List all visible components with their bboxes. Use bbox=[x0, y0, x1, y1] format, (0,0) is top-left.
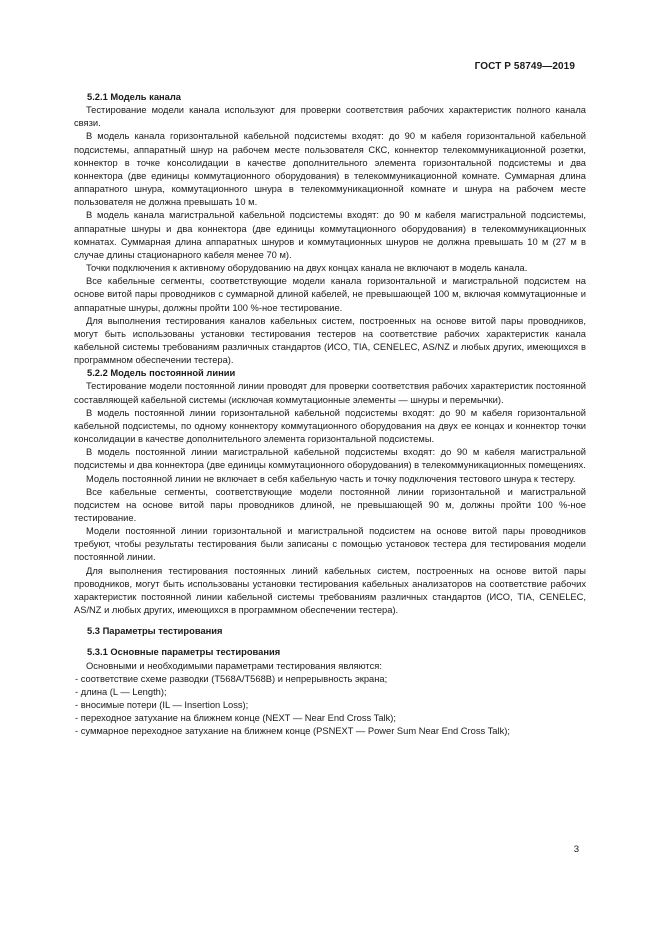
paragraph: Тестирование модели постоянной линии проводят для проверки соответствия рабочих характеристик постоянной составляющей кабельной системы (исключая коммутационные элементы — шнуры и перемычки). bbox=[74, 381, 586, 405]
paragraph: Основными и необходимыми параметрами тестирования являются: bbox=[86, 660, 382, 671]
paragraph: Точки подключения к активному оборудованию на двух концах канала не включают в модель канала. bbox=[86, 263, 528, 274]
paragraph: В модель постоянной линии магистральной кабельной подсистемы входят: до 90 м кабеля магистральной подсистемы и два коннектора (две единицы коммутационного оборудования) в телекоммуникационных помещениях. bbox=[74, 447, 586, 471]
paragraph: Тестирование модели канала используют для проверки соответствия рабочих характеристик полного канала связи. bbox=[74, 105, 586, 129]
parameter-list bbox=[74, 673, 586, 739]
section-5-2-1 bbox=[74, 91, 586, 367]
list-item: - соответствие схеме разводки (T568A/T568B) и непрерывность экрана; bbox=[74, 673, 586, 686]
list-item: - длина (L — Length); bbox=[74, 686, 586, 699]
section-heading: 5.3.1 Основные параметры тестирования bbox=[87, 647, 281, 658]
paragraph: Модели постоянной линии горизонтальной и магистральной подсистем на основе витой пары проводников требуют, чтобы результаты тестирования были записаны с помощью установок тестера для тестирования модели постоянной линии. bbox=[74, 526, 586, 563]
paragraph: Все кабельные сегменты, соответствующие модели постоянной линии горизонтальной и магистральной подсистем на основе витой пары проводников длиной, не превышающей 90 м, должны пройти 100 %-ное тестирование. bbox=[74, 486, 586, 523]
paragraph: Модель постоянной линии не включает в себя кабельную часть и точку подключения тестового шнура к тестеру. bbox=[86, 473, 576, 484]
paragraph: В модель постоянной линии горизонтальной кабельной подсистемы входят: до 90 м кабеля горизонтальной кабельной подсистемы, по одному коннектору коммутационного оборудования на двух ее концах и коннектор точки консолидации в качестве дополнительного элемента горизонтальной подсистемы. bbox=[74, 407, 586, 445]
section-heading: 5.2.2 Модель постоянной линии bbox=[87, 368, 236, 379]
paragraph: Для выполнения тестирования каналов кабельных систем, построенных на основе витой пары проводников, могут быть использованы установки тестирования тестеров на соответствие рабочих характеристик канала кабельной системы требованиям различных стандартов (ИСО, TIA, CENELEC, AS/NZ и любых других, имеющихся в программном обеспечении тестера). bbox=[74, 315, 586, 366]
document-body bbox=[74, 91, 586, 739]
section-heading: 5.2.1 Модель канала bbox=[87, 92, 181, 102]
paragraph: Все кабельные сегменты, соответствующие модели канала горизонтальной и магистральной подсистем на основе витой пары проводников с суммарной длиной кабелей, не превышающей 100 м, включая коммутационные и аппаратные шнуры, должны пройти 100 %-ное тестирование. bbox=[74, 276, 586, 313]
section-5-2-2 bbox=[74, 367, 586, 617]
section-5-3-1 bbox=[74, 646, 586, 738]
paragraph: В модель канала горизонтальной кабельной подсистемы входят: до 90 м кабеля горизонтальной кабельной подсистемы, аппаратный шнур на рабочем месте пользователя СКС, коннектор телекоммуникационной розетки, коннектор в точке консолидации в качестве дополнительного элемента горизонтальной подсистемы и два коннектора (две единицы коммутационного оборудования) в телекоммуникационной комнате. Суммарная длина аппаратного шнура, коммутационного шнура в телекоммуникационной комнате и шнура на рабочем месте пользователя не должна превышать 10 м. bbox=[74, 131, 586, 208]
standard-code: ГОСТ Р 58749—2019 bbox=[474, 61, 575, 72]
list-item: - вносимые потери (IL — Insertion Loss); bbox=[74, 699, 586, 712]
section-5-3 bbox=[74, 625, 586, 638]
list-item: - суммарное переходное затухание на ближнем конце (PSNEXT — Power Sum Near End Cross Talk); bbox=[74, 725, 586, 738]
section-heading: 5.3 Параметры тестирования bbox=[87, 626, 223, 637]
list-item: - переходное затухание на ближнем конце (NEXT — Near End Cross Talk); bbox=[74, 712, 586, 725]
paragraph: Для выполнения тестирования постоянных линий кабельных систем, построенных на основе витой пары проводников, могут быть использованы установки тестирования кабельных анализаторов на соответствие рабочих характеристик постоянной линии кабельной системы требованиям различных стандартов (ИСО, TIA, CENELEC, AS/NZ и любых других, имеющихся в программном обеспечении тестера). bbox=[74, 565, 586, 616]
page-number: 3 bbox=[573, 844, 579, 855]
paragraph: В модель канала магистральной кабельной подсистемы входят: до 90 м кабеля магистральной подсистемы, аппаратные шнуры и два коннектора (две единицы коммутационного оборудования) в телекоммуникационных комнатах. Суммарная длина аппаратных шнуров и коммутационных шнуров не должна превышать 10 м (27 м в случае длины стационарного кабеля менее 70 м). bbox=[74, 210, 586, 260]
